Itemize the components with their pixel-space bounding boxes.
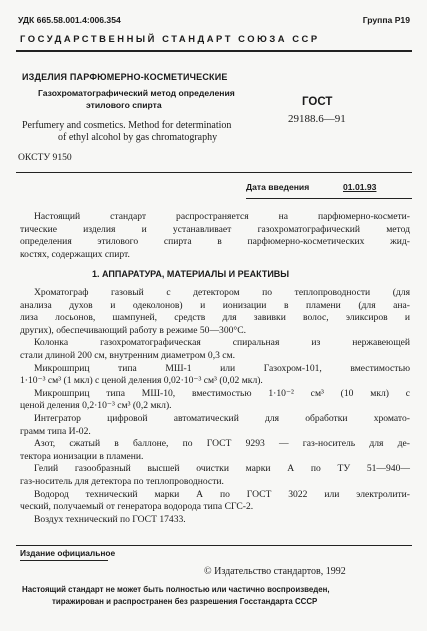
section-line: лиза лосьонов, шампуней, средств для завивки волос, эликсиров и: [20, 312, 410, 324]
english-title-line-2: of ethyl alcohol by gas chromatography: [58, 132, 218, 143]
english-title-line-1: Perfumery and cosmetics. Method for determination: [22, 120, 232, 131]
group-code: Группа Р19: [362, 15, 410, 25]
section-line: Интегратор цифровой автоматический для обработки хромато-: [34, 412, 410, 424]
section-line: грамм типа И-02.: [20, 425, 91, 437]
official-edition-underline: [20, 560, 108, 561]
intro-date-label: Дата введения: [246, 182, 310, 192]
document-title: ИЗДЕЛИЯ ПАРФЮМЕРНО-КОСМЕТИЧЕСКИЕ: [22, 72, 228, 82]
section-line: Микрошприц типа МШ-1 или Газохром-101, вместимостью: [34, 362, 410, 374]
document-subtitle-line-1: Газохроматографический метод определения: [38, 88, 235, 98]
official-edition-label: Издание официальное: [20, 548, 116, 558]
gost-number: 29188.6—91: [288, 113, 346, 125]
section-line: 1·10⁻³ см³ (1 мкл) с ценой деления 0,02·10⁻³ см³ (0,02 мкл).: [20, 375, 263, 387]
section-line: анализа духов и одеколонов) и ионизации в пламени (для ана-: [20, 299, 410, 311]
section-line: тектора ионизации в пламени.: [20, 450, 144, 462]
section-line: Азот, сжатый в баллоне, по ГОСТ 9293 — газ-носитель для де-: [34, 438, 410, 450]
okstu-code: ОКСТУ 9150: [18, 152, 72, 163]
footer-rule: [16, 545, 412, 546]
state-standard-banner: ГОСУДАРСТВЕННЫЙ СТАНДАРТ СОЮЗА ССР: [20, 33, 320, 44]
section-line: Гелий газообразный высшей очистки марки А по ТУ 51—940—: [34, 463, 410, 475]
intro-paragraph: [20, 211, 410, 261]
intro-date-rule: [246, 198, 412, 199]
intro-line: тические изделия и устанавливает газохроматографический метод: [20, 223, 410, 235]
section-line: Микрошприц типа МШ-10, вместимостью 1·10⁻² см³ (10 мкл) с: [34, 387, 410, 399]
section-line: других), обеспечивающий работу в режиме 50—300°С.: [20, 324, 247, 336]
title-rule: [16, 172, 412, 173]
header-rule: [16, 50, 412, 52]
copyright-notice: © Издательство стандартов, 1992: [204, 566, 346, 577]
section-line: Колонка газохроматографическая спиральная из нержавеющей: [34, 337, 410, 349]
intro-line: костях, содержащих спирт.: [20, 248, 130, 260]
gost-label: ГОСТ: [302, 96, 333, 108]
section-heading: 1. АППАРАТУРА, МАТЕРИАЛЫ И РЕАКТИВЫ: [92, 269, 290, 279]
reproduction-notice-line-1: Настоящий стандарт не может быть полностью или частично воспроизведен,: [22, 585, 330, 594]
section-line: Воздух технический по ГОСТ 17433.: [34, 513, 186, 525]
section-line: Водород технический марки А по ГОСТ 3022 или электролити-: [34, 488, 410, 500]
udk-code: УДК 665.58.001.4:006.354: [18, 15, 121, 25]
section-body: [20, 287, 410, 526]
section-line: газ-носитель для детектора по теплопроводности.: [20, 475, 224, 487]
intro-line: Настоящий стандарт распространяется на парфюмерно-космети-: [34, 211, 410, 222]
intro-date-value: 01.01.93: [343, 182, 377, 192]
intro-line: определения этилового спирта в парфюмерно-косметических жид-: [20, 236, 410, 248]
section-line: стали длиной 200 см, внутренним диаметром 0,3 см.: [20, 349, 236, 361]
reproduction-notice-line-2: тиражирован и распространен без разрешения Госстандарта СССР: [52, 597, 318, 606]
section-line: ческий, получаемый от генератора водорода типа СГС-2.: [20, 501, 254, 513]
document-subtitle-line-2: этилового спирта: [86, 100, 162, 110]
section-line: Хроматограф газовый с детектором по теплопроводности (для: [34, 287, 410, 298]
section-line: ценой деления 0,2·10⁻³ см³ (0,2 мкл).: [20, 400, 172, 412]
